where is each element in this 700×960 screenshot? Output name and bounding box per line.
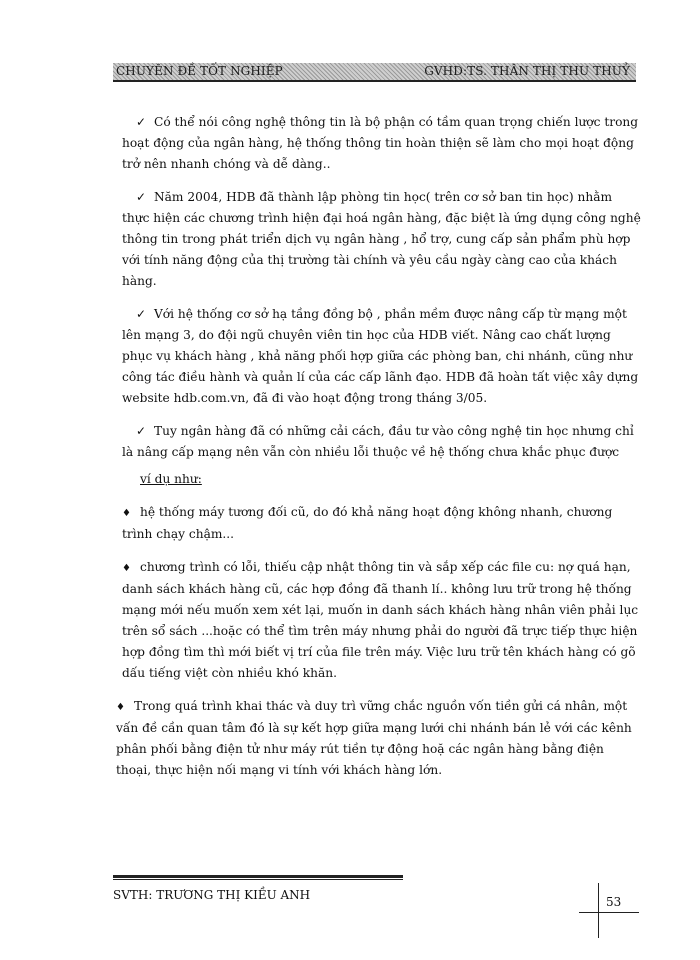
header-title: CHUYÊN ĐỀ TỐT NGHIỆP bbox=[116, 64, 283, 78]
diamond-bullet-icon: ♦ bbox=[122, 508, 131, 519]
page-number-crosshair-vertical bbox=[598, 883, 599, 938]
page-number: 53 bbox=[606, 895, 622, 909]
diamond-bullet-icon: ♦ bbox=[122, 563, 131, 574]
paragraph-4-text: Tuy ngân hàng đã có những cải cách, đầu tư vào công nghệ tin học nhưng chỉ là nâng cấp mạng nên vẫn còn nhiều lỗi thuộc về hệ thống chưa khắc phục được bbox=[122, 424, 634, 459]
paragraph-2-text: Năm 2004, HDB đã thành lập phòng tin học( trên cơ sở ban tin học) nhằm thực hiện các chương trình hiện đại hoá ngân hàng, đặc biệt là ứng dụng công nghệ thông tin trong phát triển dịch vụ ngân hàng , hổ trợ, cung cấp sản phẩm phù hợp với tính năng động của thị trường tài chính và yêu cầu ngày càng cao của khách hàng. bbox=[122, 190, 641, 288]
diamond-bullet-icon: ♦ bbox=[116, 702, 125, 713]
paragraph-4 bbox=[122, 421, 642, 463]
footer-author: SVTH: TRƯƠNG THỊ KIỀU ANH bbox=[113, 888, 311, 902]
checkmark-icon: ✓ bbox=[136, 190, 147, 204]
paragraph-1-text: Có thể nói công nghệ thông tin là bộ phận có tầm quan trọng chiến lược trong hoạt động của ngân hàng, hệ thống thông tin hoàn thiện sẽ làm cho mọi hoạt động trở nên nhanh chóng và dễ dàng.. bbox=[122, 115, 639, 171]
checkmark-icon: ✓ bbox=[136, 307, 147, 321]
bullet-item-1 bbox=[122, 502, 642, 545]
page-number-crosshair-horizontal bbox=[579, 912, 639, 913]
checkmark-icon: ✓ bbox=[136, 115, 147, 129]
paragraph-2 bbox=[122, 187, 642, 292]
bullet-item-1-text: hệ thống máy tương đối cũ, do đó khả năng hoạt động không nhanh, chương trình chạy chậm... bbox=[122, 505, 613, 541]
checkmark-icon: ✓ bbox=[136, 424, 147, 438]
paragraph-1 bbox=[122, 112, 642, 175]
document-body bbox=[116, 112, 642, 793]
header-supervisor: GVHD:TS. THÂN THỊ THU THUỶ bbox=[424, 64, 630, 78]
bullet-item-2-text: chương trình có lỗi, thiếu cập nhật thông tin và sắp xếp các file cu: nợ quá hạn, danh sách khách hàng cũ, các hợp đồng đã thanh lí.. không lưu trữ trong hệ thống mạng mới nếu muốn xem xét lại, muốn in danh sách khách hàng nhân viên phải lục trên sổ sách ...hoặc có thể tìm trên máy nhưng phải do người đã trực tiếp thực hiện hợp đồng tìm thì mới biết vị trí của file trên máy. Việc lưu trữ tên khách hàng có gõ dấu tiếng việt còn nhiều khó khăn. bbox=[122, 560, 639, 680]
bullet-item-3 bbox=[116, 696, 642, 781]
bullet-item-3-text: Trong quá trình khai thác và duy trì vững chắc nguồn vốn tiền gửi cá nhân, một vấn đề cần quan tâm đó là sự kết hợp giữa mạng lưới chi nhánh bán lẻ với các kênh phân phối bằng điện tử như máy rút tiền tự động hoặ các ngân hàng bằng điện thoại, thực hiện nối mạng vi tính với khách hàng lớn. bbox=[116, 699, 632, 777]
footer-rule-thin bbox=[113, 879, 403, 880]
example-label: ví dụ như: bbox=[140, 472, 202, 486]
footer-rule-thick bbox=[113, 875, 403, 878]
page-header bbox=[113, 63, 636, 82]
paragraph-3-text: Với hệ thống cơ sở hạ tầng đồng bộ , phần mềm được nâng cấp từ mạng một lên mạng 3, do đội ngũ chuyên viên tin học của HDB viết. Nâng cao chất lượng phục vụ khách hàng , khả năng phối hợp giữa các phòng ban, chi nhánh, cũng như công tác điều hành và quản lí của các cấp lãnh đạo. HDB đã hoàn tất việc xây dựng website hdb.com.vn, đã đi vào hoạt động trong tháng 3/05. bbox=[122, 307, 639, 405]
bullet-item-2 bbox=[122, 557, 642, 684]
paragraph-3 bbox=[122, 304, 642, 409]
